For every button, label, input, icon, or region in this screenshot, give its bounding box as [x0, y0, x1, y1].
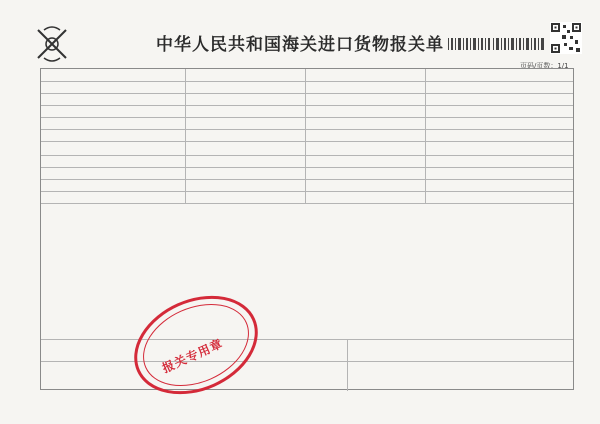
seal-text: 报关专用章: [160, 336, 226, 376]
declaration-table: [40, 68, 574, 390]
barcode-icon: [448, 38, 544, 50]
page-marker: 页码/页数：1/1: [520, 62, 569, 70]
document-title: 中华人民共和国海关进口货物报关单: [156, 35, 444, 55]
qr-code-icon: [550, 22, 582, 54]
